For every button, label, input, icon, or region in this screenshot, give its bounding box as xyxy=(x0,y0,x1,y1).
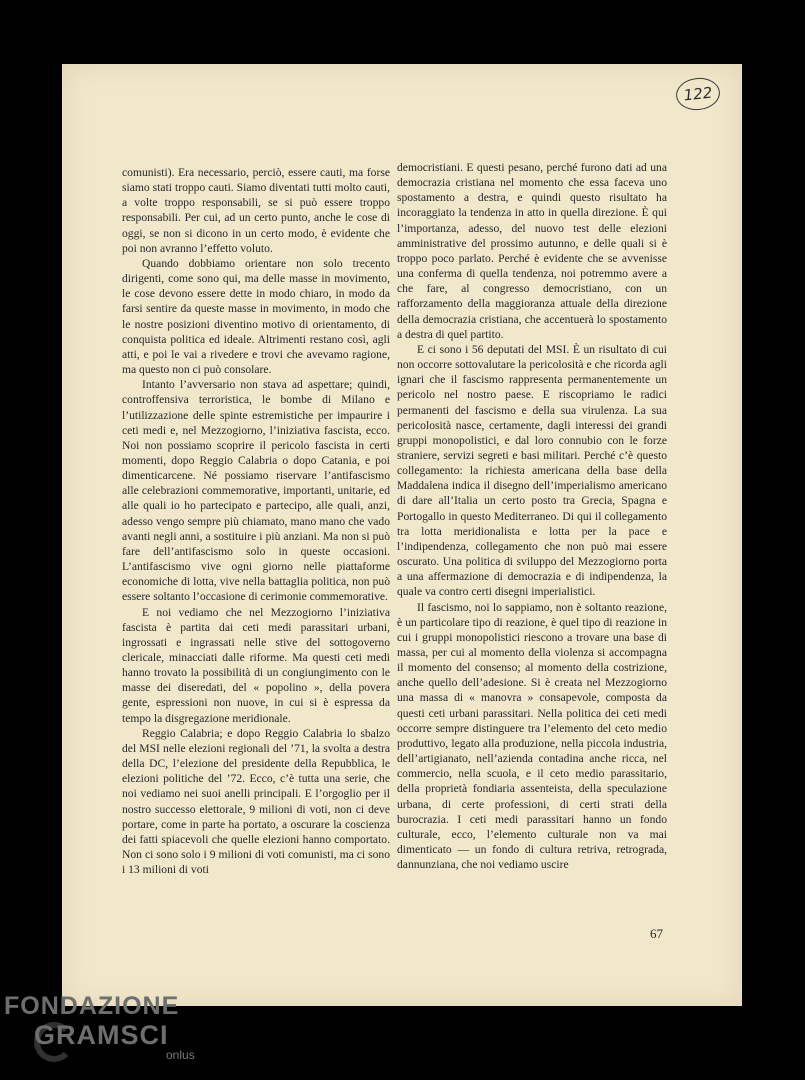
paragraph: Quando dobbiamo orientare non solo trecento dirigenti, come sono qui, ma delle masse in movimento, le cose devono essere dette in modo chiaro, in modo da farsi sentire da queste masse in movimento, in modo che le nostre posizioni diventino motivo di orientamento, di conquista politica ed ideale. Altrimenti restano così, agli atti, e poi le vai a rivedere e trovi che avevamo ragione, ma questo non ci può consolare. xyxy=(122,256,390,377)
paragraph: Reggio Calabria; e dopo Reggio Calabria lo sbalzo del MSI nelle elezioni regionali del ’71, la svolta a destra della DC, l’elezione del presidente della Repubblica, le elezioni politiche del ’72. Ecco, c’è tutta una serie, che noi vediamo nei suoi anelli principali. E l’orgoglio per il nostro successo elettorale, 9 milioni di voti, non ci deve portare, come in parte ha portato, a oscurare la coscienza dei fatti spiacevoli che quelle elezioni hanno comportato. Non ci sono solo i 9 milioni di voti comunisti, ma ci sono i 13 milioni di voti xyxy=(122,726,390,877)
paragraph: E ci sono i 56 deputati del MSI. È un risultato di cui non occorre sottovalutare la pericolosità e che ricorda agli ignari che il fascismo rappresenta permanentemente un pericolo nel nostro paese. E riscopriamo le radici permanenti del fascismo e della sua virulenza. La sua pericolosità nasce, certamente, dagli interessi dei grandi gruppi monopolistici, e dal loro connubio con le forze straniere, servizi segreti e basi militari. Perché c’è questo collegamento: la richiesta americana della base della Maddalena indica il disegno dell’imperialismo americano di dare all’Italia un certo posto tra Grecia, Spagna e Portogallo in questo Mediterraneo. Di qui il collegamento tra lotta meridionalista e lotta per la pace e l’indipendenza, collegamento che non può mai essere oscurato. Una politica di sviluppo del Mezzogiorno porta a una affermazione di democrazia e di indipendenza, la quale va contro certi disegni imperialistici. xyxy=(397,342,667,599)
right-text-column xyxy=(397,160,667,872)
paragraph: comunisti). Era necessario, perciò, essere cauti, ma forse siamo stati troppo cauti. Siamo diventati tutti molto cauti, a volte troppo responsabili, se si può essere troppo responsabili. Per cui, ad un certo punto, anche le cose di oggi, se non si dicono in un certo modo, è evidente che poi non avranno l’effetto voluto. xyxy=(122,166,390,255)
archive-folio-number: 122 xyxy=(674,76,721,112)
watermark-line-2: GRAMSCI xyxy=(34,1020,169,1050)
watermark-line-1: FONDAZIONE xyxy=(4,992,180,1020)
paragraph: E noi vediamo che nel Mezzogiorno l’iniziativa fascista è partita dai ceti medi parassitari urbani, ingrossati e ingrassati nelle stive del sottogoverno clericale, minacciati dalle riforme. Ma questi ceti medi hanno trovato la possibilità di un congiungimento con le masse dei diseredati, del « popolino », della povera gente, espressioni non nuove, in cui si è espressa da tempo la disgregazione meridionale. xyxy=(122,605,390,725)
page-number: 67 xyxy=(650,926,663,941)
paragraph: democristiani. E questi pesano, perché furono dati ad una democrazia cristiana nel momento che essa faceva uno spostamento a destra, e quindi questo risultato ha incoraggiato la tendenza in atto in quella direzione. È qui l’importanza, adesso, del nuovo test delle elezioni amministrative del prossimo autunno, e delle quali si è troppo poco parlato. Perché è evidente che se avvenisse una conferma di quella tendenza, noi potremmo avere a che fare, al congresso democristiano, con un rafforzamento della maggioranza attuale della direzione della democrazia cristiana, che accentuerà lo spostamento a destra di quel partito. xyxy=(397,161,667,341)
paragraph: Intanto l’avversario non stava ad aspettare; quindi, controffensiva terroristica, le bombe di Milano e l’utilizzazione delle spinte estremistiche per impaurire i ceti medi e, nel Mezzogiorno, l’iniziativa fascista, ecco. Noi non possiamo scoprire il pericolo fascista in certi momenti, dopo Reggio Calabria o dopo Catania, e poi dimenticarcene. Né possiamo riservare l’antifascismo alle celebrazioni commemorative, importanti, unitarie, ed alle quali io ho partecipato e partecipo, alle quali, anzi, adesso vengo sempre più chiamato, mano mano che vado avanti negli anni, a sostituire i più anziani. Ma non si può fare dell’antifascismo solo in queste occasioni. L’antifascismo vive ogni giorno nelle piattaforme economiche di lotta, vive nella battaglia politica, non può essere soltanto l’occasione di cerimonie commemorative. xyxy=(122,378,390,604)
document-page xyxy=(62,64,742,1006)
watermark-line-3: onlus xyxy=(166,1048,195,1062)
paragraph: Il fascismo, noi lo sappiamo, non è soltanto reazione, è un particolare tipo di reazione, è quel tipo di reazione in cui i gruppi monopolistici riescono a trovare una base di massa, per cui al momento della violenza si accompagna il momento del consenso; al momento della costrizione, anche quello dell’adesione. Si è creata nel Mezzogiorno una massa di « manovra » consapevole, composta da questi ceti urbani parassitari. Nella politica dei ceti medi occorre sempre distinguere tra l’elemento del ceto medio produttivo, legato alla produzione, nella piccola industria, dell’artigianato, nell’azienda contadina anche ricca, nel commercio, nella scuola, e il ceto medio parassitario, della proprietà fondiaria assenteista, della speculazione urbana, di certe professioni, di certi strati della burocrazia. I ceti medi parassitari hanno un fondo culturale, ecco, l’elemento culturale non va mai dimenticato — un fondo di cultura retriva, retrograda, dannunziana, che noi vediamo uscire xyxy=(397,600,667,872)
left-text-column xyxy=(122,165,390,877)
fondazione-gramsci-watermark xyxy=(4,992,204,1072)
